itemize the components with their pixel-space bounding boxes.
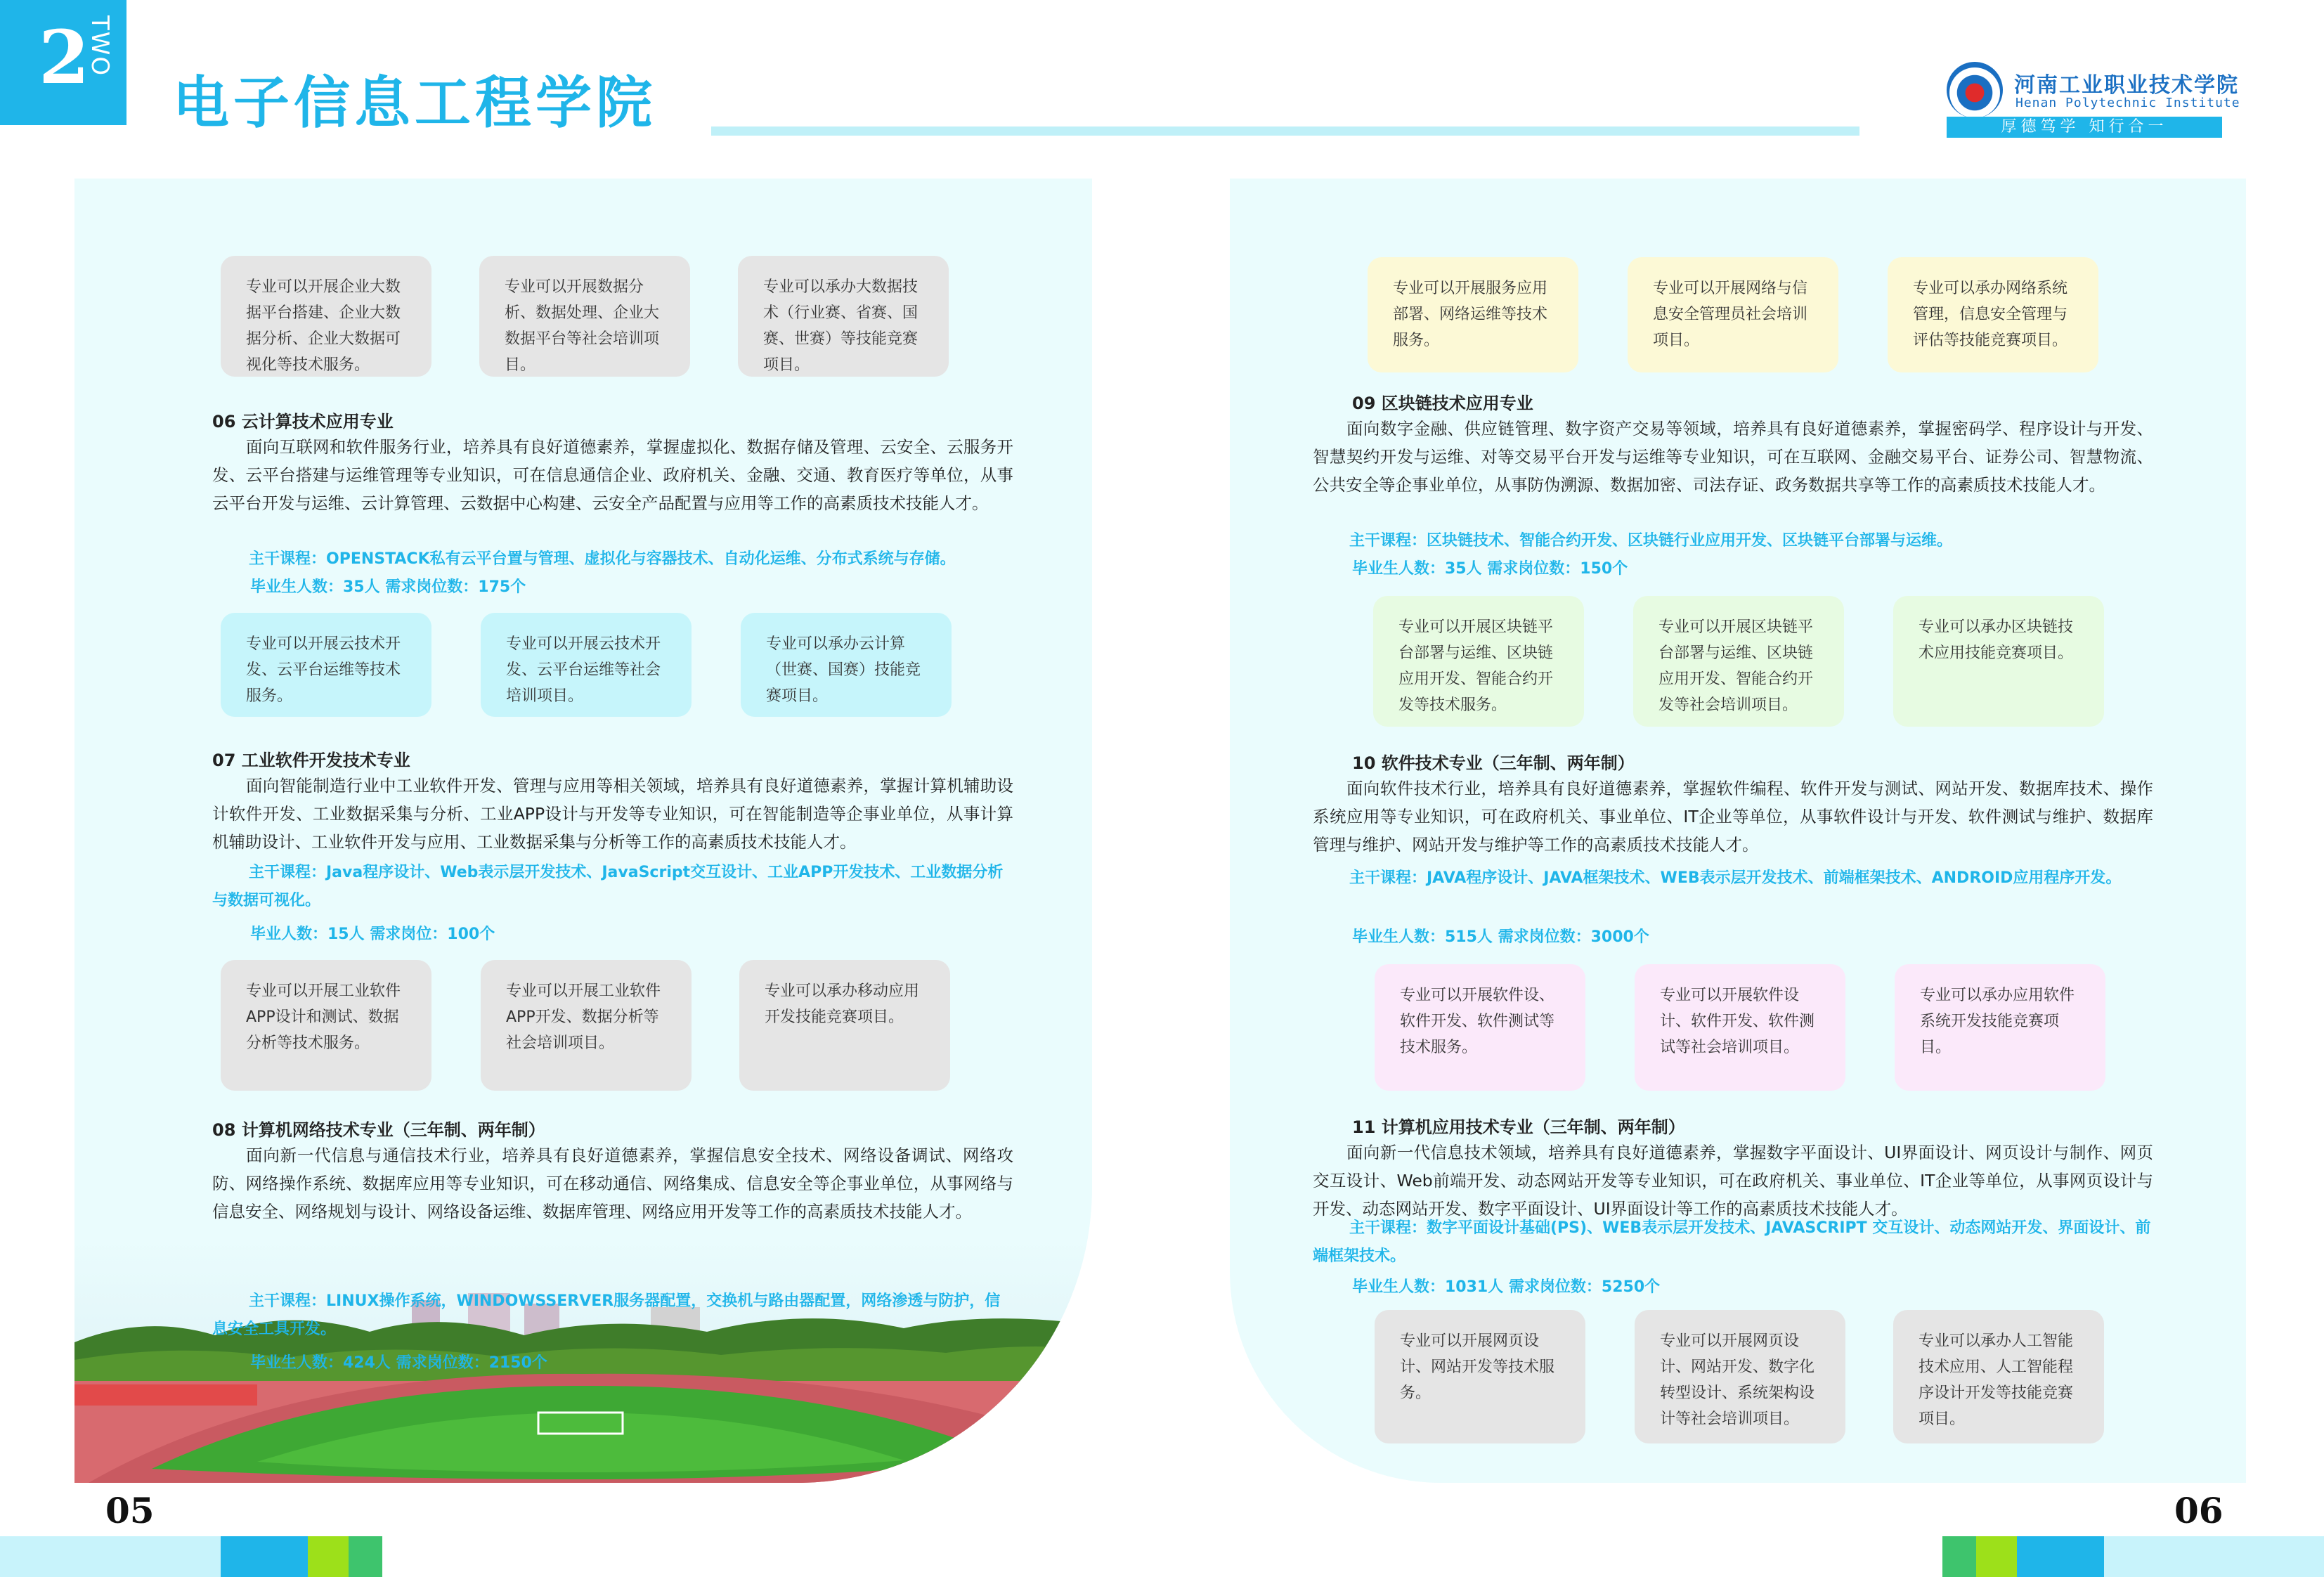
service-box: 专业可以开展工业软件APP开发、数据分析等社会培训项目。 (481, 960, 692, 1091)
graduate-stats: 毕业人数：15人 需求岗位：100个 (250, 926, 495, 943)
major-heading: 06 云计算技术应用专业 (212, 412, 394, 431)
footer-bar (308, 1536, 349, 1577)
service-box: 专业可以开展网页设计、网站开发等技术服务。 (1375, 1310, 1585, 1443)
service-box: 专业可以开展软件设、软件开发、软件测试等技术服务。 (1375, 964, 1585, 1091)
campus-stadium-photo (74, 1237, 1092, 1483)
right-page-panel (1230, 179, 2246, 1483)
major-heading: 08 计算机网络技术专业（三年制、两年制） (212, 1120, 545, 1140)
page-section-number: 2 (39, 14, 90, 100)
major-courses: 主干课程：OPENSTACK私有云平台置与管理、虚拟化与容器技术、自动化运维、分布式系统与存储。 (249, 550, 956, 568)
footer-bar (2104, 1536, 2324, 1577)
service-box: 专业可以开展云技术开发、云平台运维等社会培训项目。 (481, 613, 692, 717)
major-courses: 主干课程：区块链技术、智能合约开发、区块链行业应用开发、区块链平台部署与运维。 (1349, 532, 1953, 550)
school-motto: 厚德笃学 知行合一 (1947, 117, 2222, 138)
major-description: 面向数字金融、供应链管理、数字资产交易等领域，培养具有良好道德素养，掌握密码学、程序设计与开发、智慧契约开发与运维、对等交易平台开发与运维等专业知识，可在互联网、金融交易平台、证券公司、智慧物流、公共安全等企事业单位，从事防伪溯源、数据加密、司法存证、政务数据共享等工作的高素质技术技能人才。 (1313, 419, 2153, 495)
page-title: 电子信息工程学院 (173, 70, 656, 136)
major-description: 面向新一代信息技术领域，培养具有良好道德素养，掌握数字平面设计、UI界面设计、网页设计与制作、网页交互设计、Web前端开发、动态网站开发等专业知识，可在政府机关、事业单位、IT企业等单位，从事网页设计与开发、动态网站开发、数字平面设计、UI界面设计等工作的高素质技术技能人才。 (1313, 1143, 2153, 1219)
footer-bar (221, 1536, 308, 1577)
service-box: 专业可以开展服务应用部署、网络运维等技术服务。 (1368, 257, 1578, 372)
major-courses: 主干课程：数字平面设计基础(PS)、WEB表示层开发技术、JAVASCRIPT 交互设计、动态网站开发、界面设计、前端框架技术。 (1313, 1219, 2151, 1265)
service-box: 专业可以开展区块链平台部署与运维、区块链应用开发、智能合约开发等技术服务。 (1373, 596, 1584, 727)
school-name-en: Henan Polytechnic Institute (2015, 96, 2240, 110)
left-page-number: 05 (105, 1490, 155, 1531)
major-heading: 11 计算机应用技术专业（三年制、两年制） (1352, 1117, 1685, 1137)
footer-bar (1976, 1536, 2017, 1577)
service-box: 专业可以开展网络与信息安全管理员社会培训项目。 (1628, 257, 1838, 372)
footer-bar (1942, 1536, 1976, 1577)
page-section-word: TWO (86, 15, 114, 77)
graduate-stats: 毕业生人数：515人 需求岗位数：3000个 (1352, 928, 1649, 946)
page-number-block (0, 0, 126, 125)
footer-bar (0, 1536, 221, 1577)
service-box: 专业可以承办区块链技术应用技能竞赛项目。 (1893, 596, 2104, 727)
graduate-stats: 毕业生人数：35人 需求岗位数：175个 (250, 578, 526, 596)
school-name-cn: 河南工业职业技术学院 (2014, 73, 2239, 98)
major-courses: 主干课程：Java程序设计、Web表示层开发技术、JavaScript交互设计、工业APP开发技术、工业数据分析与数据可视化。 (212, 864, 1004, 909)
left-page-panel (74, 179, 1092, 1483)
major-description: 面向互联网和软件服务行业，培养具有良好道德素养，掌握虚拟化、数据存储及管理、云安全、云服务开发、云平台搭建与运维管理等专业知识，可在信息通信企业、政府机关、金融、交通、教育医疗等单位，从事云平台开发与运维、云计算管理、云数据中心构建、云安全产品配置与应用等工作的高素质技术技能人才。 (212, 437, 1013, 513)
major-description: 面向软件技术行业，培养具有良好道德素养，掌握软件编程、软件开发与测试、网站开发、数据库技术、操作系统应用等专业知识，可在政府机关、事业单位、IT企业等单位，从事软件设计与开发、软件测试与维护、数据库管理与维护、网站开发与维护等工作的高素质技术技能人才。 (1313, 779, 2153, 855)
footer-bar (349, 1536, 382, 1577)
service-box: 专业可以开展数据分析、数据处理、企业大数据平台等社会培训项目。 (479, 256, 690, 377)
graduate-stats: 毕业生人数：35人 需求岗位数：150个 (1352, 560, 1628, 578)
service-box: 专业可以开展区块链平台部署与运维、区块链应用开发、智能合约开发等社会培训项目。 (1633, 596, 1844, 727)
service-box: 专业可以承办大数据技术（行业赛、省赛、国赛、世赛）等技能竞赛项目。 (738, 256, 949, 377)
major-description: 面向新一代信息与通信技术行业，培养具有良好道德素养，掌握信息安全技术、网络设备调试、网络攻防、网络操作系统、数据库应用等专业知识，可在移动通信、网络集成、信息安全等企事业单位，从事网络与信息安全、网络规划与设计、网络设备运维、数据库管理、网络应用开发等工作的高素质技术技能人才。 (212, 1146, 1013, 1221)
major-courses: 主干课程：LINUX操作系统，WINDOWSSERVER服务器配置，交换机与路由器配置，网络渗透与防护，信息安全工具开发。 (212, 1292, 1001, 1338)
service-box: 专业可以开展网页设计、网站开发、数字化转型设计、系统架构设计等社会培训项目。 (1635, 1310, 1845, 1443)
graduate-stats: 毕业生人数：424人 需求岗位数：2150个 (250, 1354, 547, 1372)
service-box: 专业可以承办应用软件系统开发技能竞赛项目。 (1895, 964, 2105, 1091)
graduate-stats: 毕业生人数：1031人 需求岗位数：5250个 (1352, 1278, 1661, 1296)
service-box: 专业可以开展软件设计、软件开发、软件测试等社会培训项目。 (1635, 964, 1845, 1091)
service-box: 专业可以开展工业软件APP设计和测试、数据分析等技术服务。 (221, 960, 431, 1091)
service-box: 专业可以承办云计算（世赛、国赛）技能竞赛项目。 (741, 613, 952, 717)
service-box: 专业可以承办人工智能技术应用、人工智能程序设计开发等技能竞赛项目。 (1893, 1310, 2104, 1443)
major-courses: 主干课程：JAVA程序设计、JAVA框架技术、WEB表示层开发技术、前端框架技术、ANDROID应用程序开发。 (1349, 869, 2122, 887)
footer-bar (2017, 1536, 2104, 1577)
major-heading: 09 区块链技术应用专业 (1352, 394, 1533, 413)
major-heading: 10 软件技术专业（三年制、两年制） (1352, 753, 1635, 773)
service-box: 专业可以开展企业大数据平台搭建、企业大数据分析、企业大数据可视化等技术服务。 (221, 256, 431, 377)
right-page-number: 06 (2174, 1490, 2224, 1531)
service-box: 专业可以承办网络系统管理，信息安全管理与评估等技能竞赛项目。 (1888, 257, 2098, 372)
service-box: 专业可以开展云技术开发、云平台运维等技术服务。 (221, 613, 431, 717)
school-logo-icon (1947, 62, 2003, 118)
title-divider (711, 126, 1859, 136)
major-heading: 07 工业软件开发技术专业 (212, 751, 410, 770)
service-box: 专业可以承办移动应用开发技能竞赛项目。 (739, 960, 950, 1091)
major-description: 面向智能制造行业中工业软件开发、管理与应用等相关领域，培养具有良好道德素养，掌握计算机辅助设计软件开发、工业数据采集与分析、工业APP设计与开发等专业知识，可在智能制造等企事业单位，从事计算机辅助设计、工业软件开发与应用、工业数据采集与分析等工作的高素质技术技能人才。 (212, 776, 1013, 852)
